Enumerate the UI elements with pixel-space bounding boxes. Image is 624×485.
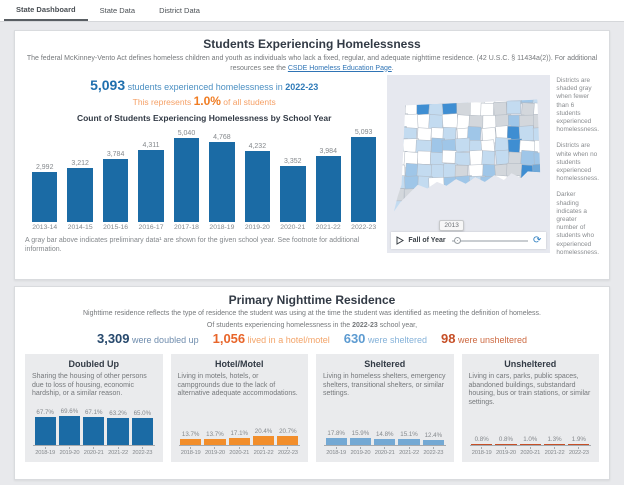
mini-x-axis-label: 2022-23 — [132, 447, 153, 456]
mini-chart-axis — [33, 445, 155, 446]
bar-value-label: 4,311 — [142, 142, 160, 149]
mini-bar-group[interactable] — [471, 436, 492, 445]
total-students-year: 2022-23 — [285, 82, 319, 92]
homelessness-overview-card — [14, 30, 610, 280]
mini-bar-group[interactable] — [35, 409, 56, 445]
mini-bar-value: 13.7% — [206, 431, 224, 439]
mini-chart-cats — [469, 447, 593, 456]
mini-x-axis-label: 2018-19 — [471, 447, 492, 456]
page-title: Students Experiencing Homelessness — [203, 37, 421, 51]
percent-value: 1.0% — [193, 94, 221, 108]
mini-x-axis-label: 2019-20 — [350, 447, 371, 456]
residence-stat — [440, 331, 528, 346]
mini-bar[interactable] — [107, 418, 128, 445]
residence-stat-label: lived in a hotel/motel — [247, 335, 330, 345]
residence-panel-sheltered — [316, 354, 454, 462]
total-students-stat — [25, 77, 383, 93]
mini-x-axis-label: 2022-23 — [277, 447, 298, 456]
mini-bar-group[interactable] — [277, 428, 298, 445]
mini-x-axis-label: 2021-22 — [107, 447, 128, 456]
mini-bar-group[interactable] — [107, 410, 128, 445]
mini-bar[interactable] — [59, 416, 80, 445]
bar[interactable] — [67, 168, 92, 222]
main-chart-cats — [25, 224, 383, 231]
bar-value-label: 3,784 — [106, 151, 125, 158]
mini-bar-group[interactable] — [398, 431, 419, 445]
intro-text — [25, 54, 599, 73]
bar-group[interactable] — [280, 158, 305, 222]
panel-description: Living in homeless shelters, emergency shelters, transitional shelters, or similar settings. — [323, 373, 446, 398]
main-chart-bars — [25, 126, 383, 222]
mini-bar-group[interactable] — [495, 436, 516, 445]
slider-label: Fall of Year — [408, 237, 446, 244]
residence-stat-label: were doubled up — [132, 335, 199, 345]
mini-x-axis-label: 2021-22 — [398, 447, 419, 456]
x-axis-label: 2014-15 — [67, 224, 93, 231]
bar[interactable] — [316, 156, 341, 222]
mini-x-axis-label: 2018-19 — [35, 447, 56, 456]
residence-stat-value: 630 — [343, 331, 366, 346]
x-axis-label: 2022-23 — [351, 224, 377, 231]
x-axis-label: 2015-16 — [103, 224, 129, 231]
mini-bar[interactable] — [132, 418, 153, 445]
mini-bar-value: 13.7% — [181, 431, 200, 439]
bar-value-label: 3,352 — [284, 158, 302, 165]
mini-bar-group[interactable] — [132, 410, 153, 445]
mini-x-axis-label: 2019-20 — [204, 447, 225, 456]
residence-section-title: Primary Nighttime Residence — [228, 293, 396, 307]
mini-bar-value: 14.8% — [375, 431, 394, 439]
context-prefix: Of students experiencing homelessness in the — [206, 322, 353, 329]
tab-bar — [0, 0, 624, 22]
residence-panel-hotel-motel — [171, 354, 309, 462]
mini-bar-group[interactable] — [374, 431, 395, 445]
x-axis-label: 2018-19 — [209, 224, 235, 231]
bar-value-label: 3,984 — [319, 148, 337, 155]
residence-intro: Nighttime residence reflects the type of residence the student was using at the time the student was identified as meeting the definition of homeless. — [83, 310, 541, 317]
context-year: 2022-23 — [352, 322, 378, 329]
residence-panel-unsheltered — [462, 354, 600, 462]
mini-x-axis-label: 2021-22 — [253, 447, 274, 456]
mini-bar-group[interactable] — [520, 436, 541, 445]
dashboard-page — [0, 22, 624, 480]
residence-stat — [212, 331, 330, 346]
percent-suffix: of all students — [220, 97, 276, 107]
mini-bar-value: 67.7% — [36, 409, 54, 417]
mini-chart-axis — [324, 445, 446, 446]
state-trend-column — [25, 75, 383, 265]
bar-group[interactable] — [245, 143, 270, 222]
tab-state-dashboard[interactable]: State Dashboard — [4, 0, 88, 21]
bar-group[interactable] — [316, 148, 341, 222]
panel-description: Living in cars, parks, public spaces, abandoned buildings, substandard housing, bus or train stations, or similar settings. — [468, 373, 591, 406]
bar[interactable] — [351, 137, 376, 222]
panel-title: Doubled Up — [68, 359, 119, 369]
total-students-text: students experienced homelessness in — [125, 82, 286, 92]
tab-district-data[interactable]: District Data — [159, 6, 200, 15]
mini-bar[interactable] — [350, 438, 371, 445]
mini-bar-group[interactable] — [544, 436, 565, 445]
bar-group[interactable] — [138, 142, 163, 222]
mini-bar-group[interactable] — [83, 409, 104, 445]
mini-bar[interactable] — [229, 438, 250, 445]
panel-title: Unsheltered — [504, 359, 557, 369]
mini-bar-value: 15.1% — [400, 431, 418, 439]
csde-homeless-education-link[interactable]: CSDE Homeless Education Page — [287, 64, 392, 72]
bar[interactable] — [209, 142, 234, 222]
mini-bar-group[interactable] — [204, 431, 225, 445]
residence-stat-label: were sheltered — [367, 335, 427, 345]
slider-track[interactable] — [452, 240, 528, 242]
map-year-slider — [391, 232, 546, 249]
residence-stat — [343, 331, 427, 346]
mini-chart-axis — [470, 445, 592, 446]
mini-x-axis-label: 2018-19 — [326, 447, 347, 456]
mini-chart-bars — [32, 407, 156, 445]
percent-students-stat — [25, 94, 383, 108]
mini-bar-group[interactable] — [326, 430, 347, 445]
residence-stats-row — [25, 330, 599, 348]
mini-bar[interactable] — [277, 436, 298, 445]
mini-bar-group[interactable] — [180, 431, 201, 445]
connecticut-district-map[interactable] — [392, 87, 545, 227]
mini-bar[interactable] — [83, 417, 104, 445]
bar[interactable] — [280, 166, 305, 222]
mini-bar-value: 17.8% — [327, 430, 345, 438]
bar[interactable] — [138, 150, 163, 222]
residence-panel-doubled-up — [25, 354, 163, 462]
tab-state-data[interactable]: State Data — [99, 6, 136, 15]
map-column — [387, 75, 550, 265]
play-icon[interactable] — [396, 236, 404, 245]
x-axis-label: 2016-17 — [138, 224, 164, 231]
intro-line1: The federal McKinney-Vento Act defines homeless children and youth as individuals who lack a fixed, regular, and adequate nighttime residence. (42 U.S.C. § 11434a(2)). — [26, 55, 553, 62]
map-notes — [556, 75, 599, 265]
mini-bar-value: 0.8% — [474, 436, 489, 444]
x-axis-label: 2017-18 — [173, 224, 199, 231]
bar[interactable] — [103, 159, 128, 222]
mini-x-axis-label: 2020-21 — [83, 447, 104, 456]
panel-description: Living in motels, hotels, or campgrounds due to the lack of alternative adequate accommodations. — [177, 373, 298, 398]
mini-chart-cats — [32, 447, 156, 456]
mini-chart-bars — [323, 407, 447, 445]
bar-group[interactable] — [67, 160, 92, 222]
bar-value-label: 4,768 — [213, 134, 231, 141]
district-map-panel — [387, 75, 550, 253]
residence-context-line — [25, 322, 599, 329]
mini-x-axis-label: 2019-20 — [495, 447, 516, 456]
x-axis-label: 2020-21 — [280, 224, 306, 231]
mini-bar-value: 20.7% — [279, 428, 297, 436]
mini-bar-value: 1.3% — [547, 436, 562, 444]
mini-bar-group[interactable] — [423, 432, 444, 445]
map-note: Districts are white when no students experienced homelessness. — [556, 142, 600, 183]
mini-bar[interactable] — [326, 438, 347, 445]
loop-playback-icon[interactable]: ⟳ — [532, 234, 542, 246]
mini-bar-group[interactable] — [59, 408, 80, 445]
mini-bar-value: 12.4% — [424, 432, 443, 440]
residence-stat-label: were unsheltered — [457, 335, 528, 345]
context-suffix: school year, — [377, 322, 418, 329]
mini-bar-value: 67.1% — [84, 409, 103, 417]
bar-value-label: 2,992 — [35, 164, 54, 171]
residence-stat — [96, 331, 199, 346]
bar-value-label: 3,212 — [71, 160, 89, 167]
main-chart-title: Count of Students Experiencing Homelessness by School Year — [76, 113, 332, 123]
nighttime-residence-card — [14, 286, 610, 480]
mini-bar-value: 17.1% — [230, 430, 249, 438]
bar-group[interactable] — [32, 164, 57, 222]
bar[interactable] — [174, 138, 199, 222]
mini-bar-group[interactable] — [350, 430, 371, 445]
mini-bar-value: 0.8% — [498, 436, 513, 444]
map-note: Darker shading indicates a greater number of students who experienced homelessness. — [556, 191, 600, 256]
mini-x-axis-label: 2019-20 — [59, 447, 80, 456]
mini-chart-axis — [179, 445, 301, 446]
mini-x-axis-label: 2022-23 — [568, 447, 589, 456]
bar-value-label: 4,232 — [248, 143, 267, 150]
mini-x-axis-label: 2020-21 — [520, 447, 541, 456]
residence-stat-value: 1,056 — [212, 331, 246, 346]
bar-group[interactable] — [209, 134, 234, 222]
bar-group[interactable] — [174, 130, 199, 222]
panel-title: Sheltered — [364, 359, 406, 369]
intro-line2-prefix: For additional resources see the — [230, 55, 598, 72]
mini-x-axis-label: 2022-23 — [423, 447, 444, 456]
mini-bar-group[interactable] — [253, 428, 274, 445]
bar-value-label: 5,093 — [354, 129, 373, 136]
mini-bar[interactable] — [253, 436, 274, 445]
mini-x-axis-label: 2020-21 — [374, 447, 395, 456]
mini-bar-group[interactable] — [229, 430, 250, 445]
residence-stat-value: 98 — [440, 331, 456, 346]
x-axis-label: 2021-22 — [315, 224, 341, 231]
slider-handle[interactable] — [454, 237, 461, 244]
x-axis-label: 2019-20 — [244, 224, 270, 231]
mini-bar-value: 69.6% — [60, 408, 79, 416]
panel-title: Hotel/Motel — [215, 359, 264, 369]
mini-chart-bars — [178, 407, 302, 445]
bar-group[interactable] — [351, 129, 376, 222]
mini-bar-value: 1.9% — [571, 436, 586, 444]
mini-chart-cats — [178, 447, 302, 456]
slider-year-tooltip: 2013 — [439, 220, 463, 231]
bar[interactable] — [245, 151, 270, 222]
mini-chart-bars — [469, 407, 593, 445]
residence-panels — [25, 354, 599, 462]
intro-line2-suffix: . — [391, 64, 394, 72]
percent-prefix: This represents — [132, 97, 194, 107]
mini-x-axis-label: 2021-22 — [544, 447, 565, 456]
mini-bar-value: 1.0% — [523, 436, 538, 444]
mini-x-axis-label: 2018-19 — [180, 447, 201, 456]
mini-bar-value: 63.2% — [109, 410, 127, 418]
chart-footnote: A gray bar above indicates preliminary data¹ are shown for the given school year. See footnote for additional information. — [25, 237, 360, 253]
mini-bar-group[interactable] — [568, 436, 589, 445]
bar-group[interactable] — [103, 151, 128, 222]
mini-bar-value: 20.4% — [254, 428, 273, 436]
map-note: Districts are shaded gray when fewer than 6 students experienced homelessness. — [556, 77, 600, 134]
mini-bar-value: 15.9% — [351, 430, 370, 438]
bar[interactable] — [32, 172, 57, 222]
total-students-value: 5,093 — [90, 77, 126, 93]
panel-description: Sharing the housing of other persons due to loss of housing, economic hardship, or a similar reason. — [32, 373, 147, 398]
bar-value-label: 5,040 — [177, 130, 196, 137]
mini-bar-value: 65.0% — [133, 410, 152, 418]
residence-stat-value: 3,309 — [96, 331, 130, 346]
mini-chart-cats — [323, 447, 447, 456]
mini-bar[interactable] — [35, 417, 56, 445]
mini-x-axis-label: 2020-21 — [229, 447, 250, 456]
x-axis-label: 2013-14 — [32, 224, 58, 231]
